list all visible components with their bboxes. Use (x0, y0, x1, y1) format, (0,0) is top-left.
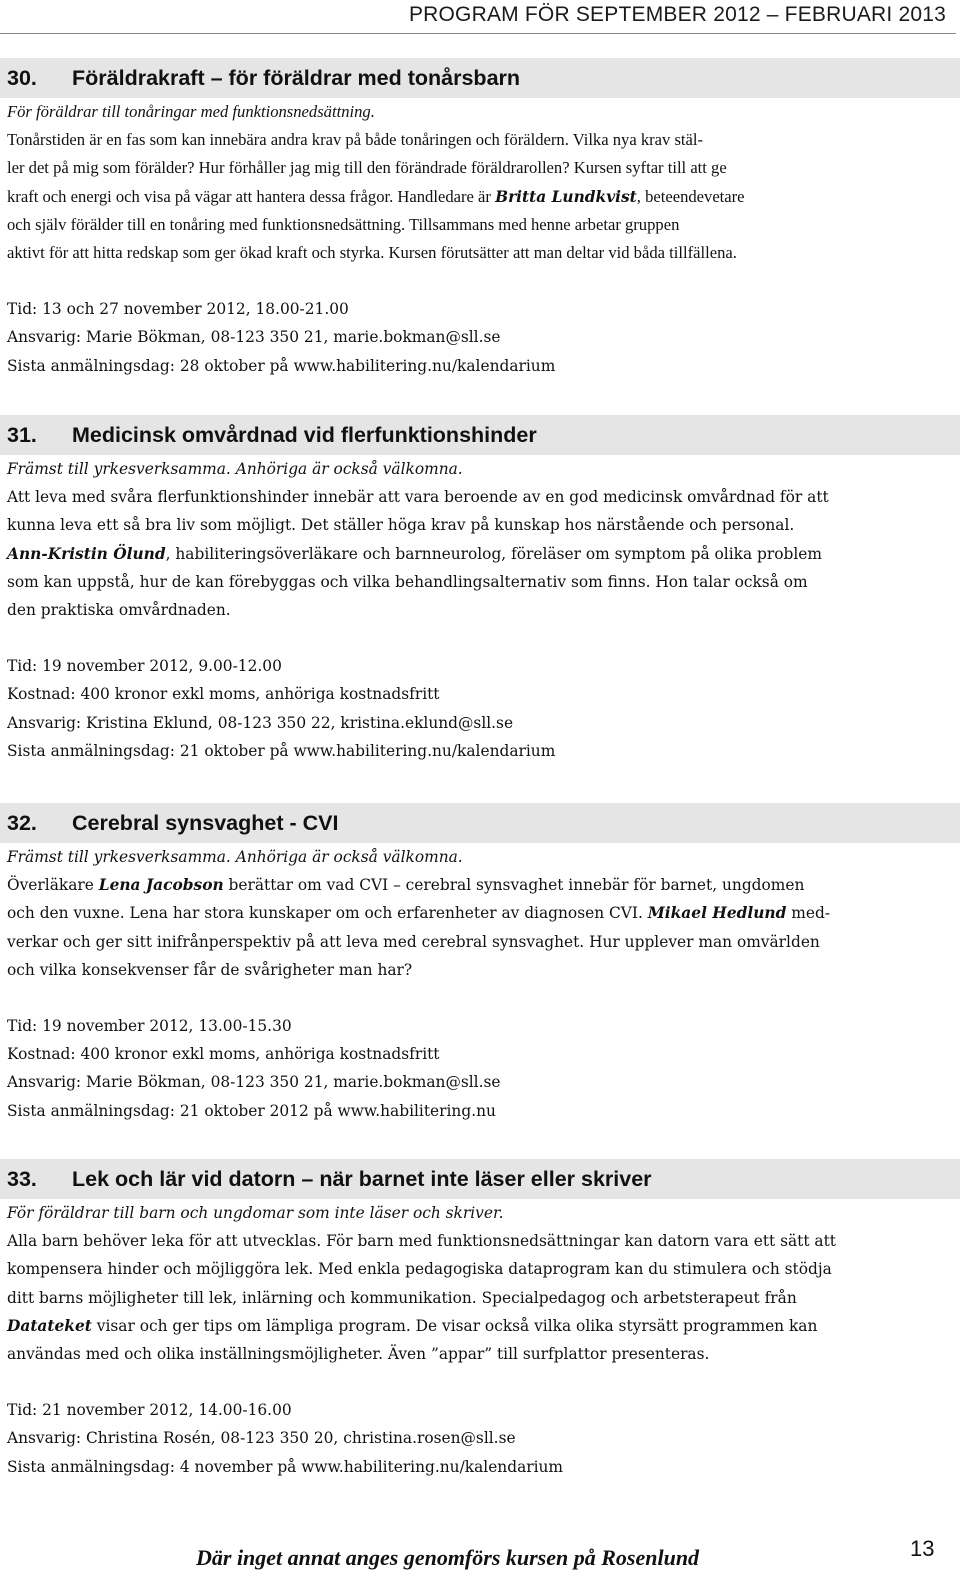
course-text: Alla barn behöver leka för att utvecklas. För barn med funktionsnedsättningar kan datorn vara ett sätt att (7, 1232, 836, 1251)
person-name: Mikael Hedlund (647, 904, 787, 923)
text-span: berättar om vad CVI – cerebral synsvaghet innebär för barnet, ungdomen (223, 876, 805, 895)
course-text: som kan uppstå, hur de kan förebyggas och vilka behandlingsalternativ som finns. Hon talar också om (7, 572, 808, 591)
course-number: 30. (7, 65, 37, 90)
course-30 (0, 58, 960, 380)
spacer (7, 1368, 950, 1396)
course-30-heading (0, 58, 960, 98)
course-contact: Ansvarig: Marie Bökman, 08-123 350 21, marie.bokman@sll.se (7, 328, 501, 347)
course-32-heading (0, 803, 960, 843)
course-text: kunna leva ett så bra liv som möjligt. Det ställer höga krav på kunskap hos närstående och personal. (7, 516, 795, 535)
course-number: 31. (7, 422, 37, 447)
footer-note: Där inget annat anges genomförs kursen på Rosenlund (196, 1545, 700, 1570)
course-31 (0, 415, 960, 765)
text-span: visar och ger tips om lämpliga program. De visar också vilka olika styrsätt programmen kan (91, 1316, 818, 1335)
course-text: och själv förälder till en tonåring med funktionsnedsättning. Tillsammans med henne arbetar gruppen (7, 214, 680, 234)
course-text: användas med och olika inställningsmöjligheter. Även ”appar” till surfplattor presenteras. (7, 1345, 710, 1364)
course-cost: Kostnad: 400 kronor exkl moms, anhöriga kostnadsfritt (7, 1045, 440, 1064)
course-text (7, 540, 950, 568)
course-text (7, 1312, 950, 1340)
course-audience: Främst till yrkesverksamma. Anhöriga är också välkomna. (7, 848, 463, 866)
course-time: Tid: 19 november 2012, 9.00-12.00 (7, 657, 282, 676)
course-31-body (0, 455, 950, 765)
course-title: Cerebral synsvaghet - CVI (72, 810, 339, 835)
course-text: kompensera hinder och möjliggöra lek. Med enkla pedagogiska dataprogram kan du stimulera och stödja (7, 1260, 832, 1279)
text-span: med- (786, 904, 831, 923)
course-30-details (0, 295, 950, 380)
text-span: Överläkare (7, 876, 99, 895)
course-deadline: Sista anmälningsdag: 21 oktober på www.habilitering.nu/kalendarium (7, 741, 556, 760)
organization-name: Datateket (7, 1316, 92, 1335)
course-text (7, 899, 950, 927)
course-text: verkar och ger sitt inifrånperspektiv på att leva med cerebral synsvaghet. Hur upplever man omvärlden (7, 932, 820, 951)
course-title: Medicinsk omvårdnad vid flerfunktionshinder (72, 422, 537, 447)
course-title: Föräldrakraft – för föräldrar med tonårsbarn (72, 65, 521, 90)
course-33-body (0, 1199, 950, 1481)
course-contact: Ansvarig: Marie Bökman, 08-123 350 21, marie.bokman@sll.se (7, 1073, 501, 1092)
text-span: och den vuxne. Lena har stora kunskaper om och erfarenheter av diagnosen CVI. (7, 904, 648, 923)
course-32 (0, 803, 960, 1125)
course-text (7, 871, 950, 899)
course-number: 33. (7, 1166, 37, 1191)
course-audience: Främst till yrkesverksamma. Anhöriga är också välkomna. (7, 460, 463, 478)
course-text: och vilka konsekvenser får de svårigheter man har? (7, 960, 413, 979)
course-text (7, 183, 950, 211)
course-time: Tid: 19 november 2012, 13.00-15.30 (7, 1017, 292, 1036)
course-text: ler det på mig som förälder? Hur förhåller jag mig till den förändrade föräldrarollen? Kursen syftar till att ge (7, 158, 727, 178)
person-name: Britta Lundkvist (495, 187, 637, 206)
course-time: Tid: 21 november 2012, 14.00-16.00 (7, 1401, 292, 1420)
person-name: Ann-Kristin Ölund (7, 544, 166, 563)
course-contact: Ansvarig: Kristina Eklund, 08-123 350 22, kristina.eklund@sll.se (7, 713, 514, 732)
course-32-body (0, 843, 950, 1125)
course-deadline: Sista anmälningsdag: 28 oktober på www.habilitering.nu/kalendarium (7, 356, 556, 375)
page-header: PROGRAM FÖR SEPTEMBER 2012 – FEBRUARI 2013 (408, 3, 946, 26)
text-span: , beteendevetare (636, 186, 745, 206)
course-time: Tid: 13 och 27 november 2012, 18.00-21.00 (7, 300, 349, 319)
course-cost: Kostnad: 400 kronor exkl moms, anhöriga kostnadsfritt (7, 685, 440, 704)
course-audience: För föräldrar till barn och ungdomar som inte läser och skriver. (7, 1204, 504, 1222)
course-audience: För föräldrar till tonåringar med funktionsnedsättning. (7, 102, 375, 121)
course-text: den praktiska omvårdnaden. (7, 601, 231, 620)
header-divider (0, 33, 956, 34)
person-name: Lena Jacobson (98, 876, 224, 895)
page-number: 13 (910, 1536, 935, 1561)
course-deadline: Sista anmälningsdag: 4 november på www.habilitering.nu/kalendarium (7, 1457, 564, 1476)
text-span: kraft och energi och visa på vägar att hantera dessa frågor. Handledare är (7, 186, 496, 206)
course-33-heading (0, 1159, 960, 1199)
spacer (7, 984, 950, 1012)
course-text: ditt barns möjligheter till lek, inlärning och kommunikation. Specialpedagog och arbetsterapeut från (7, 1288, 797, 1307)
course-31-heading (0, 415, 960, 455)
course-title: Lek och lär vid datorn – när barnet inte läser eller skriver (72, 1166, 652, 1191)
course-30-body (0, 98, 950, 267)
course-contact: Ansvarig: Christina Rosén, 08-123 350 20, christina.rosen@sll.se (7, 1429, 516, 1448)
course-text: Tonårstiden är en fas som kan innebära andra krav på både tonåringen och föräldern. Vilka nya krav stäl- (7, 130, 704, 150)
course-33 (0, 1159, 960, 1481)
text-span: , habiliteringsöverläkare och barnneurolog, föreläser om symptom på olika problem (165, 544, 822, 563)
course-deadline: Sista anmälningsdag: 21 oktober 2012 på www.habilitering.nu (7, 1101, 496, 1120)
course-number: 32. (7, 810, 37, 835)
course-text: aktivt för att hitta redskap som ger ökad kraft och styrka. Kursen förutsätter att man deltar vid båda tillfällena. (7, 243, 737, 263)
spacer (7, 624, 950, 652)
course-text: Att leva med svåra flerfunktionshinder innebär att vara beroende av en god medicinsk omvårdnad för att (7, 488, 829, 507)
